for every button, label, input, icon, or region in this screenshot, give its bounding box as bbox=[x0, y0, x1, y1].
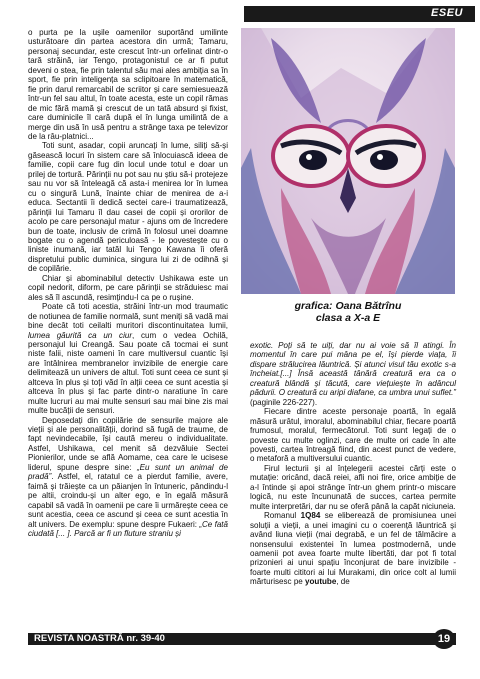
right-text-column bbox=[250, 341, 456, 587]
paragraph: Poate că toti acestia, străini într-un mod traumatic de notiunea de familie normală, sunt meniți să vadă mai bine decât toti ceilalti muritori discontinuitatea lumii, lumea găurită ca un ciur, cum o vedea Ochilă, personajul lui Creangă. Sau poate că tocmai ei sunt niste falii, niste oameni în care multiversul cuantic își are întâlnirea membranelor invizibile de energie care delimitează un univers de altul. Toti sunt ceea ce sunt și altceva în plus și toți văd în alții ceea ce sunt acestia și altceva în plus și fac parte dintr-o naratiune în care multe lucruri au mai multe sensuri sau mai bine zis mai multe bucății de sensuri. bbox=[28, 302, 228, 416]
paragraph: Fiecare dintre aceste personaje poartă, în egală măsură urâtul, imoralul, abominabilul chiar, fiecare poartă frumosul, moralul, fermecătorul. Toti sunt legați de o poveste cu multe oglinzi, care de multe ori cade în alte povesti, cartea întreagă fiind, din acest punct de vedere, o metaforă a multiversului cuantic. bbox=[250, 407, 456, 464]
owl-painting-icon bbox=[241, 28, 455, 294]
section-title: ESEU bbox=[431, 7, 463, 19]
owl-artwork bbox=[241, 28, 455, 294]
artwork-author: grafica: Oana Bătrînu bbox=[294, 300, 402, 312]
paragraph: Romanul 1Q84 se eliberează de promisiunea unei soluții a vieții, a unei imagini cu o coerență lăuntrică și având liuna vieții (mai degrabă, e un fel de tălmăcire a nonsensului existentei în lumea postmodernă, unde oamenii pot avea foarte multe libertăti, dar pot fi total prizonieri ai unui spațiu înconjurat de bare invizibile - foarte multi cititori ai lui Murakami, din orice colt al lumii mărturisesc pe youtube, de bbox=[250, 511, 456, 587]
artwork-caption bbox=[241, 300, 455, 324]
paragraph: Toti sunt, asadar, copii aruncați în lume, siliți să-și găsească locuri în sistem care să înlocuiască ideea de familie, copii care fug din locul unde totul e doar un prilej de tortură. Părinții nu pot sau nu știu să-i protejeze sau nu vor să înteleagă că asta-i menirea lor în lumea cu o singură Lună, înainte chiar de menirea de a-i educa. Sectantii îi dedică sectei care-i traumatizează, părinții lui Tamaru îl dau casei de copii și ororilor de acolo pe care personajul matur - ajuns om de încredere bun de toate, inclusiv de crimă în folosul unei doamne bogate cu o agendă periculoasă - le povestește cu o liniste inumană, iar tatăl lui Tengo Kawana îi oferă dispretului public duminica, singura lui zi de odihnă și de copilărie. bbox=[28, 141, 228, 274]
artwork-class: clasa a X-a E bbox=[315, 312, 381, 324]
section-header-band bbox=[244, 6, 475, 22]
paragraph: o purta pe la ușile oamenilor suportând umilinte usturătoare din partea acestora din urmă; Tamaru, personaj secundar, este crescut într-un orfelinat dintr-o tară străină, iar Tengo, protagonistul ce ar fi putut deveni o stea, fie prin talentul său mai ales ambiția sa în sport, fie prin inteligența sa sclipitoare în matematică, fie prin darul remarcabil de scriitor și care semiesuează într-un fel sau altul, în toate acesta, este un copil rămas de mic fără mamă și crescut de un tată absurd și fixist, care duminicile îl cară după el în lunga umilintă de a merge din usă în usă pentru a strânge taxa pe televizor de la râu-platnici... bbox=[28, 28, 228, 141]
paragraph: Deposedați din copilărie de sensurile majore ale vieții și ale personalității, dorind să fugă de traume, de fapt nevindecabile, își caută mereu o individualitate. Astfel, Ushikawa, cel menit să dezvăluie Sectei Pionierilor, unde se află Aomame, cea care le ucisese liderul, spune despre sine: „Eu sunt un animal de pradă”. Astfel, el, ratatul ce a pierdut familie, avere, faimă și trăiește ca un păianjen în întuneric, pândindu-l pe altii, croindu-și un alter ego, e în egală măsură capabil să vadă în oamenii pe care îi urmărește ceea ce sunt acestia, ceea ce ascund și ceea ce sunt acestia în alt univers. De exemplu: spune despre Fukaeri: „Ce fată ciudată [... ]. Parcă ar fi un fluture straniu și bbox=[28, 415, 229, 539]
page-number: 19 bbox=[433, 629, 455, 649]
magazine-name: REVISTA NOASTRĂ nr. 39-40 bbox=[34, 633, 165, 644]
paragraph: exotic. Poți să te uiți, dar nu ai voie să îl atingi. În momentul în care pui mâna pe el, își pierde viața, îi dispare strălucirea lăuntrică. Și atunci visul tău exotic s-a încheiat.[...] Însă această tânără creatură era ca o creatură blândă și tăcută, care viețuiește în adâncul pădurii. O creatură cu aripi diafane, ca umbra unui suflet.” (paginile 226-227). bbox=[250, 341, 456, 407]
paragraph: Chiar și abominabilul detectiv Ushikawa este un copil nedorit, diform, pe care părinții se străduiesc mai ales să îl ascundă, resimțindu-l ca pe o rușine. bbox=[28, 273, 228, 302]
footer-band bbox=[28, 633, 456, 645]
left-text-column bbox=[28, 28, 228, 538]
paragraph: Firul lecturii și al înțelegerii acestei cărți este o mutație: oricând, dacă reiei, afli noi fire, orice ambiție de a-l întinde și apoi strânge într-un ghem printr-o miscare logică, nu este încununată de succes, cartea permite multe interpretări, dar nu se oferă până la capăt niciuneia. bbox=[250, 463, 456, 511]
